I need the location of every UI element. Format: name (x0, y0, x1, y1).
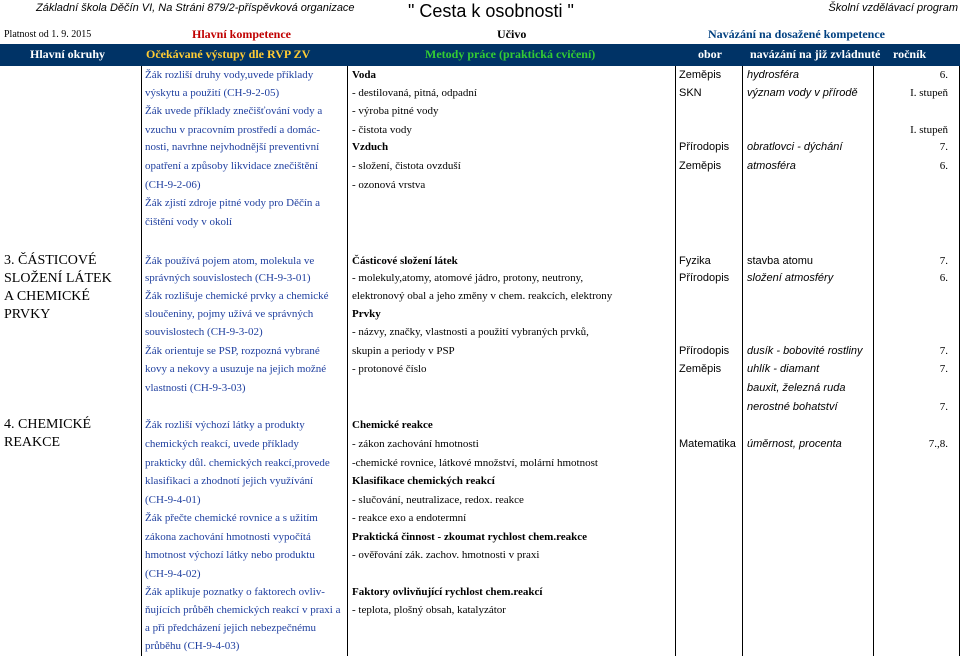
curriculum-line: - názvy, značky, vlastnosti a použití vybraných prvků, (352, 326, 589, 338)
curriculum-line: Faktory ovlivňující rychlost chem.reakcí (352, 586, 543, 598)
linkage-cell: hydrosféra (747, 69, 799, 81)
topic-heading-line: PRVKY (4, 307, 51, 322)
expected-output-line: Žák aplikuje poznatky o faktorech ovliv- (145, 586, 325, 598)
expected-output-line: souvislostech (CH-9-3-02) (145, 326, 263, 338)
subject-cell: Zeměpis (679, 363, 722, 375)
col-expected-outputs: Očekávané výstupy dle RVP ZV (146, 47, 311, 61)
curriculum-line: - složení, čistota ovzduší (352, 160, 461, 172)
section-header (0, 27, 960, 44)
curriculum-line: skupin a periody v PSP (352, 345, 455, 357)
expected-output-line: a při předcházení jejich nebezpečnému (145, 622, 317, 634)
subject-cell: Matematika (679, 438, 736, 450)
topic-heading-line: SLOŽENÍ LÁTEK (4, 271, 112, 286)
expected-output-line: průběhu (CH-9-4-03) (145, 640, 240, 652)
col-linkage: navázání na již zvládnuté (750, 47, 881, 61)
grade-cell: 6. (939, 272, 948, 284)
document-header (0, 0, 960, 25)
curriculum-line: - ozonová vrstva (352, 179, 426, 191)
expected-output-line: Žák rozliší výchozí látky a produkty (145, 419, 305, 431)
column-divider (347, 66, 348, 656)
curriculum-line: - zákon zachování hmotnosti (352, 438, 479, 450)
column-divider (675, 66, 676, 656)
valid-from: Platnost od 1. 9. 2015 (4, 29, 92, 40)
curriculum-line: - slučování, neutralizace, redox. reakce (352, 494, 524, 506)
col-grade: ročník (893, 47, 927, 61)
curriculum-line: - protonové číslo (352, 363, 427, 375)
curriculum-line: Voda (352, 69, 377, 81)
curriculum-line: Klasifikace chemických reakcí (352, 475, 495, 487)
curriculum-line: - čistota vody (352, 124, 412, 136)
curriculum-line: - výroba pitné vody (352, 105, 439, 117)
curriculum-line: - destilovaná, pitná, odpadní (352, 87, 477, 99)
subject-cell: SKN (679, 87, 702, 99)
curriculum-line: Prvky (352, 308, 381, 320)
curriculum-heading: Učivo (497, 27, 527, 41)
column-divider (873, 66, 874, 656)
expected-output-line: kovy a nekovy a usuzuje na jejich možné (145, 363, 327, 375)
linkage-cell: úměrnost, procenta (747, 438, 842, 450)
program-title: " Cesta k osobnosti " (408, 1, 574, 21)
column-divider (141, 66, 142, 656)
grade-cell: 7. (939, 141, 948, 153)
grade-cell: 7. (939, 401, 948, 413)
subject-cell: Přírodopis (679, 141, 730, 153)
column-header-bar (0, 44, 960, 66)
expected-output-line: Žák přečte chemické rovnice a s užitím (145, 512, 318, 524)
curriculum-line: - teplota, plošný obsah, katalyzátor (352, 604, 506, 616)
expected-output-line: Žák používá pojem atom, molekula ve (145, 255, 315, 267)
expected-output-line: sloučeniny, pojmy užívá ve správných (145, 308, 314, 320)
topic-heading-line: 4. CHEMICKÉ (4, 417, 92, 432)
curriculum-line: Částicové složení látek (352, 255, 458, 267)
expected-output-line: Žák orientuje se PSP, rozpozná vybrané (145, 345, 320, 357)
column-divider (742, 66, 743, 656)
linkage-cell: stavba atomu (747, 255, 814, 267)
expected-output-line: hmotnost výchozí látky nebo produktu (145, 549, 315, 561)
expected-output-line: (CH-9-2-06) (145, 179, 201, 191)
curriculum-line: elektronový obal a jeho změny v chem. reakcích, elektrony (352, 290, 613, 302)
key-competence-heading: Hlavní kompetence (192, 27, 291, 41)
grade-cell: 7. (939, 255, 948, 267)
curriculum-line: -chemické rovnice, látkové množství, molární hmotnost (352, 457, 598, 469)
subject-cell: Zeměpis (679, 69, 722, 81)
expected-output-line: ňujících průběh chemických reakcí v praxi a (145, 604, 341, 616)
linkage-cell: bauxit, železná ruda (747, 382, 846, 394)
col-subject: obor (698, 47, 722, 61)
grade-cell: 6. (939, 69, 948, 81)
curriculum-line: Chemické reakce (352, 419, 433, 431)
expected-output-line: klasifikaci a zhodnotí jejich využívání (145, 475, 314, 487)
expected-output-line: Žák zjistí zdroje pitné vody pro Děčín a (145, 197, 321, 209)
grade-cell: 7. (939, 345, 948, 357)
curriculum-line: - reakce exo a endotermní (352, 512, 467, 524)
linkage-cell: nerostné bohatství (747, 401, 838, 413)
grade-cell: I. stupeň (910, 87, 948, 99)
curriculum-table (0, 66, 960, 656)
linkage-cell: obratlovci - dýchání (747, 141, 843, 153)
expected-output-line: vzuchu v pracovním prostředí a domác- (145, 124, 321, 136)
subject-cell: Fyzika (679, 255, 711, 267)
linkage-cell: uhlík - diamant (747, 363, 820, 375)
expected-output-line: Žák rozlišuje chemické prvky a chemické (145, 290, 329, 302)
expected-output-line: čištění vody v okolí (145, 216, 233, 228)
school-name: Základní škola Děčín VI, Na Stráni 879/2-příspěvková organizace (36, 2, 355, 14)
curriculum-line: Vzduch (352, 141, 389, 153)
linkage-cell: dusík - bobovité rostliny (747, 345, 863, 357)
expected-output-line: chemických reakcí, uvede příklady (145, 438, 299, 450)
col-main-areas: Hlavní okruhy (30, 47, 106, 61)
linkage-heading: Navázání na dosažené kompetence (708, 27, 885, 41)
subject-cell: Přírodopis (679, 345, 730, 357)
curriculum-line: Praktická činnost - zkoumat rychlost chem.reakce (352, 531, 588, 543)
program-type: Školní vzdělávací program (828, 2, 958, 14)
grade-cell: I. stupeň (910, 124, 948, 136)
expected-output-line: Žák rozliší druhy vody,uvede příklady (145, 69, 314, 81)
expected-output-line: opatření a způsoby likvidace znečištění (145, 160, 318, 172)
topic-heading-line: 3. ČÁSTICOVÉ (4, 253, 97, 268)
curriculum-line: - molekuly,atomy, atomové jádro, protony, neutrony, (352, 272, 584, 284)
grade-cell: 7. (939, 363, 948, 375)
expected-output-line: (CH-9-4-02) (145, 568, 201, 580)
grade-cell: 6. (939, 160, 948, 172)
expected-output-line: Žák uvede příklady znečišťování vody a (145, 105, 323, 117)
expected-output-line: prakticky důl. chemických reakcí,provede (145, 457, 330, 469)
linkage-cell: složení atmosféry (747, 272, 834, 284)
expected-output-line: výskytu a použití (CH-9-2-05) (145, 87, 280, 99)
expected-output-line: správných souvislostech (CH-9-3-01) (145, 272, 311, 284)
topic-heading-line: A CHEMICKÉ (4, 289, 90, 304)
subject-cell: Zeměpis (679, 160, 722, 172)
linkage-cell: význam vody v přírodě (747, 87, 858, 99)
expected-output-line: vlastnosti (CH-9-3-03) (145, 382, 246, 394)
expected-output-line: zákona zachování hmotnosti vypočítá (145, 531, 311, 543)
curriculum-line: - ověřování zák. zachov. hmotnosti v praxi (352, 549, 540, 561)
expected-output-line: (CH-9-4-01) (145, 494, 201, 506)
expected-output-line: nosti, navrhne nejvhodnější preventivní (145, 141, 320, 153)
linkage-cell: atmosféra (747, 160, 796, 172)
col-methods: Metody práce (praktická cvičení) (425, 47, 596, 61)
grade-cell: 7.,8. (928, 438, 948, 450)
subject-cell: Přírodopis (679, 272, 730, 284)
topic-heading-line: REAKCE (4, 435, 60, 450)
